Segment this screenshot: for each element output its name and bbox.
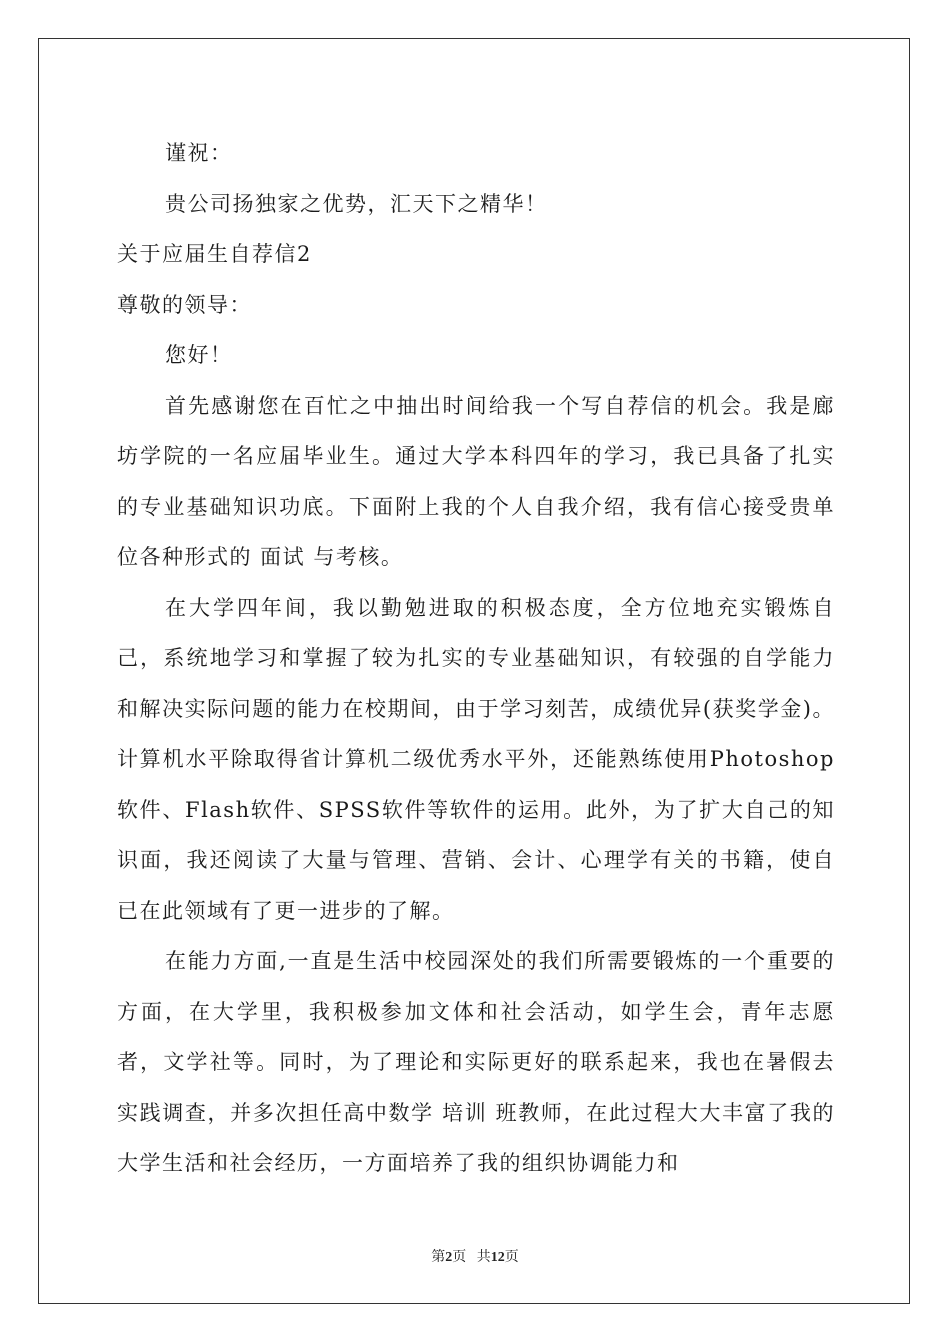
greeting: 您好！ [165, 343, 233, 367]
footer-total-pages: 12 [490, 1250, 505, 1265]
footer-page-prefix: 第 [431, 1250, 446, 1265]
closing-wish: 贵公司扬独家之优势，汇天下之精华！ [165, 191, 548, 216]
footer-total-prefix: 共 [476, 1250, 491, 1265]
footer-page-suffix: 页 [452, 1250, 467, 1265]
document-body [117, 128, 835, 1189]
paragraph-ability: 在能力方面,一直是生活中校园深处的我们所需要锻炼的一个重要的方面，在大学里，我积极参加文体和社会活动，如学生会，青年志愿者，文学社等。同时，为了理论和实际更好的联系起来，我也在暑假去实践调查，并多次担任高中数学 培训 班教师，在此过程大大丰富了我的大学生活和社会经历，一方面培养了我的组织协调能力和 [117, 949, 835, 1175]
footer-total-suffix: 页 [504, 1250, 519, 1265]
closing-salutation: 谨祝： [165, 141, 233, 165]
paragraph-introduction: 首先感谢您在百忙之中抽出时间给我一个写自荐信的机会。我是廊坊学院的一名应届毕业生。通过大学本科四年的学习，我已具备了扎实的专业基础知识功底。下面附上我的个人自我介绍，我有信心接受贵单位各种形式的 面试 与考核。 [117, 393, 835, 569]
paragraph-study: 在大学四年间，我以勤勉进取的积极态度，全方位地充实锻炼自己，系统地学习和掌握了较为扎实的专业基础知识，有较强的自学能力和解决实际问题的能力在校期间，由于学习刻苦，成绩优异(获奖学金)。计算机水平除取得省计算机二级优秀水平外，还能熟练使用Photoshop软件、Flash软件、SPSS软件等软件的运用。此外，为了扩大自己的知识面，我还阅读了大量与管理、营销、会计、心理学有关的书籍，使自已在此领域有了更一进步的了解。 [117, 595, 835, 923]
section-title: 关于应届生自荐信2 [117, 242, 312, 266]
page-footer [0, 1246, 950, 1266]
footer-page-number: 2 [445, 1250, 453, 1265]
letter-salutation: 尊敬的领导： [117, 292, 252, 317]
